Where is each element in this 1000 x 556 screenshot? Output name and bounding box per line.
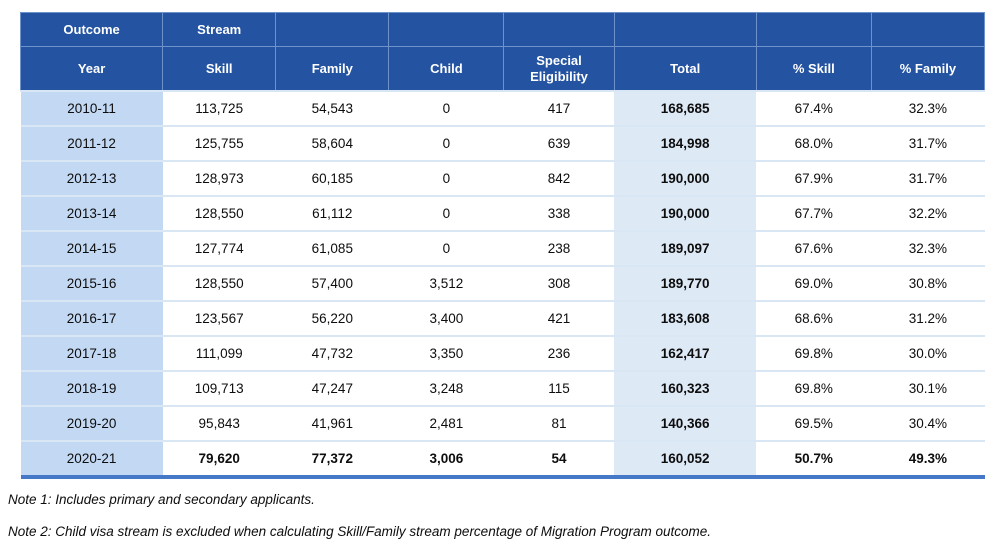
cell-pct_family: 30.1% [871,371,984,406]
table-row [21,126,985,161]
cell-year: 2012-13 [21,161,163,196]
cell-skill: 95,843 [163,406,276,441]
cell-family: 61,112 [276,196,389,231]
table-row [21,266,985,301]
cell-special_eligibility: 421 [504,301,614,336]
header-spacer-cell [389,13,504,47]
cell-child: 3,512 [389,266,504,301]
cell-pct_skill: 67.7% [756,196,871,231]
cell-pct_family: 31.2% [871,301,984,336]
cell-family: 61,085 [276,231,389,266]
column-header-year: Year [21,47,163,92]
cell-pct_skill: 67.9% [756,161,871,196]
cell-year: 2020-21 [21,441,163,477]
cell-special_eligibility: 308 [504,266,614,301]
cell-year: 2017-18 [21,336,163,371]
cell-child: 0 [389,231,504,266]
cell-special_eligibility: 238 [504,231,614,266]
cell-total: 183,608 [614,301,756,336]
cell-family: 47,247 [276,371,389,406]
cell-pct_family: 30.0% [871,336,984,371]
cell-family: 54,543 [276,91,389,126]
cell-pct_family: 31.7% [871,161,984,196]
cell-skill: 123,567 [163,301,276,336]
cell-special_eligibility: 54 [504,441,614,477]
header-spacer-cell [756,13,871,47]
migration-program-table-wrap [20,12,985,479]
cell-child: 3,350 [389,336,504,371]
table-row [21,91,985,126]
cell-family: 57,400 [276,266,389,301]
cell-pct_skill: 67.6% [756,231,871,266]
cell-pct_skill: 69.0% [756,266,871,301]
cell-year: 2013-14 [21,196,163,231]
cell-year: 2018-19 [21,371,163,406]
cell-pct_skill: 69.8% [756,336,871,371]
cell-skill: 109,713 [163,371,276,406]
column-header-skill: Skill [163,47,276,92]
cell-child: 3,400 [389,301,504,336]
table-header [21,13,985,92]
header-stream: Stream [163,13,276,47]
cell-total: 162,417 [614,336,756,371]
column-header-pct_family: % Family [871,47,984,92]
cell-total: 160,052 [614,441,756,477]
column-header-row [21,47,985,92]
table-row [21,161,985,196]
table-row [21,371,985,406]
cell-special_eligibility: 81 [504,406,614,441]
cell-year: 2014-15 [21,231,163,266]
cell-year: 2010-11 [21,91,163,126]
cell-pct_family: 31.7% [871,126,984,161]
cell-total: 168,685 [614,91,756,126]
cell-year: 2016-17 [21,301,163,336]
cell-pct_skill: 69.5% [756,406,871,441]
header-spacer-cell [276,13,389,47]
cell-pct_family: 32.3% [871,231,984,266]
cell-family: 77,372 [276,441,389,477]
cell-special_eligibility: 842 [504,161,614,196]
cell-family: 47,732 [276,336,389,371]
header-spacer-cell [614,13,756,47]
table-row [21,406,985,441]
cell-child: 3,248 [389,371,504,406]
cell-family: 58,604 [276,126,389,161]
cell-pct_skill: 67.4% [756,91,871,126]
header-spacer-cell [504,13,614,47]
cell-special_eligibility: 639 [504,126,614,161]
cell-child: 0 [389,196,504,231]
column-header-child: Child [389,47,504,92]
header-spacer-cell [871,13,984,47]
cell-pct_family: 49.3% [871,441,984,477]
cell-family: 60,185 [276,161,389,196]
column-header-special_eligibility: Special Eligibility [504,47,614,92]
table-row [21,441,985,477]
cell-skill: 128,973 [163,161,276,196]
cell-skill: 111,099 [163,336,276,371]
cell-year: 2015-16 [21,266,163,301]
group-header-row [21,13,985,47]
cell-child: 2,481 [389,406,504,441]
table-body [21,91,985,477]
cell-pct_family: 32.2% [871,196,984,231]
cell-pct_family: 30.4% [871,406,984,441]
cell-skill: 127,774 [163,231,276,266]
column-header-family: Family [276,47,389,92]
note-1: Note 1: Includes primary and secondary applicants. [8,492,315,507]
cell-pct_family: 30.8% [871,266,984,301]
cell-special_eligibility: 115 [504,371,614,406]
cell-pct_skill: 68.0% [756,126,871,161]
cell-pct_skill: 68.6% [756,301,871,336]
cell-year: 2011-12 [21,126,163,161]
cell-pct_family: 32.3% [871,91,984,126]
note-2: Note 2: Child visa stream is excluded when calculating Skill/Family stream percentage of Migration Program outcome. [8,524,712,539]
cell-total: 189,770 [614,266,756,301]
header-outcome: Outcome [21,13,163,47]
cell-skill: 128,550 [163,196,276,231]
cell-total: 190,000 [614,161,756,196]
cell-child: 0 [389,161,504,196]
cell-family: 56,220 [276,301,389,336]
table-row [21,301,985,336]
cell-total: 160,323 [614,371,756,406]
cell-pct_skill: 50.7% [756,441,871,477]
column-header-pct_skill: % Skill [756,47,871,92]
cell-child: 3,006 [389,441,504,477]
cell-total: 189,097 [614,231,756,266]
column-header-total: Total [614,47,756,92]
cell-total: 190,000 [614,196,756,231]
table-row [21,231,985,266]
table-row [21,196,985,231]
cell-year: 2019-20 [21,406,163,441]
cell-special_eligibility: 338 [504,196,614,231]
cell-total: 184,998 [614,126,756,161]
cell-total: 140,366 [614,406,756,441]
cell-skill: 128,550 [163,266,276,301]
cell-skill: 79,620 [163,441,276,477]
cell-child: 0 [389,126,504,161]
table-row [21,336,985,371]
cell-special_eligibility: 236 [504,336,614,371]
notes-section [8,492,992,556]
migration-program-table [20,12,985,479]
cell-family: 41,961 [276,406,389,441]
cell-skill: 125,755 [163,126,276,161]
cell-skill: 113,725 [163,91,276,126]
cell-child: 0 [389,91,504,126]
cell-special_eligibility: 417 [504,91,614,126]
cell-pct_skill: 69.8% [756,371,871,406]
